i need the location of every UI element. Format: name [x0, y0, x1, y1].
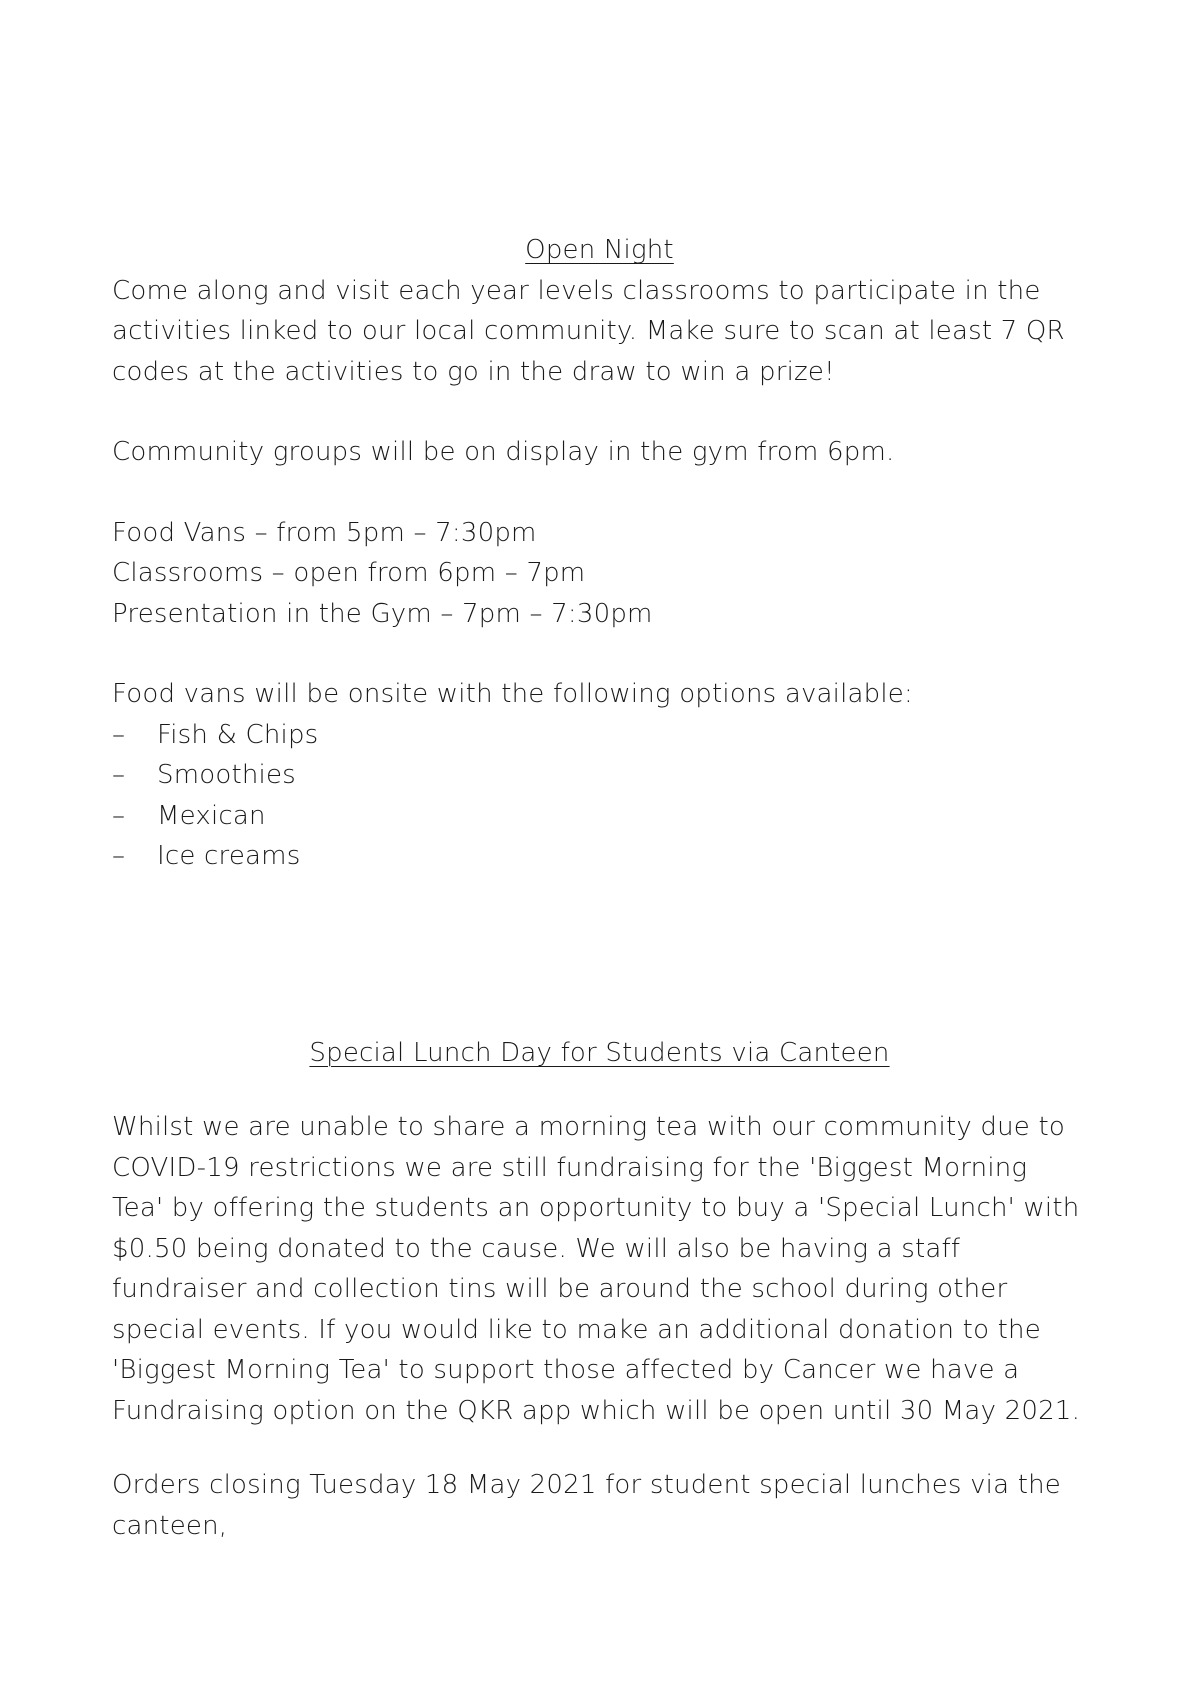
dash-bullet: –: [112, 719, 126, 750]
dash-bullet: –: [112, 841, 126, 871]
special-lunch-section: [112, 1033, 1087, 1547]
community-groups-text: Community groups will be on display in the gym from 6pm.: [112, 437, 895, 467]
orders-closing-text: Orders closing Tuesday 18 May 2021 for student special lunches via the canteen,: [112, 1470, 1061, 1541]
schedule-item: Presentation in the Gym – 7pm – 7:30pm: [112, 598, 653, 629]
food-option-label: Ice creams: [157, 841, 301, 871]
food-options-list: [112, 715, 1087, 877]
document-page: [112, 230, 1087, 1546]
schedule-list: [112, 513, 1087, 635]
food-option-label: Fish & Chips: [157, 719, 319, 750]
open-night-section: [112, 230, 1087, 877]
food-option-item: [112, 715, 1087, 756]
special-lunch-heading: Special Lunch Day for Students via Canteen: [309, 1037, 890, 1068]
dash-bullet: –: [112, 800, 126, 831]
food-option-item: [112, 755, 1087, 796]
food-option-item: [112, 796, 1087, 837]
schedule-item: Classrooms – open from 6pm – 7pm: [112, 558, 586, 588]
special-lunch-body: Whilst we are unable to share a morning tea with our community due to COVID-19 restrictions we are still fundraising for the 'Biggest Morning Tea' by offering the students an opportunity to buy a 'Special Lunch' with $0.50 being donated to the cause. We will also be having a staff fundraiser and collection tins will be around the school during other special events. If you would like to make an additional donation to the 'Biggest Morning Tea' to support those affected by Cancer we have a Fundraising option on the QKR app which will be open until 30 May 2021.: [112, 1112, 1081, 1426]
open-night-intro: Come along and visit each year levels classrooms to participate in the activities linked to our local community. Make sure to scan at least 7 QR codes at the activities to go in the draw to win a prize!: [112, 275, 1065, 387]
food-vans-intro: Food vans will be onsite with the following options available:: [112, 679, 913, 709]
food-option-label: Mexican: [157, 800, 266, 831]
food-option-item: [112, 836, 1087, 877]
food-option-label: Smoothies: [157, 760, 296, 790]
dash-bullet: –: [112, 760, 126, 790]
schedule-item: Food Vans – from 5pm – 7:30pm: [112, 517, 537, 548]
open-night-heading: Open Night: [525, 235, 674, 265]
